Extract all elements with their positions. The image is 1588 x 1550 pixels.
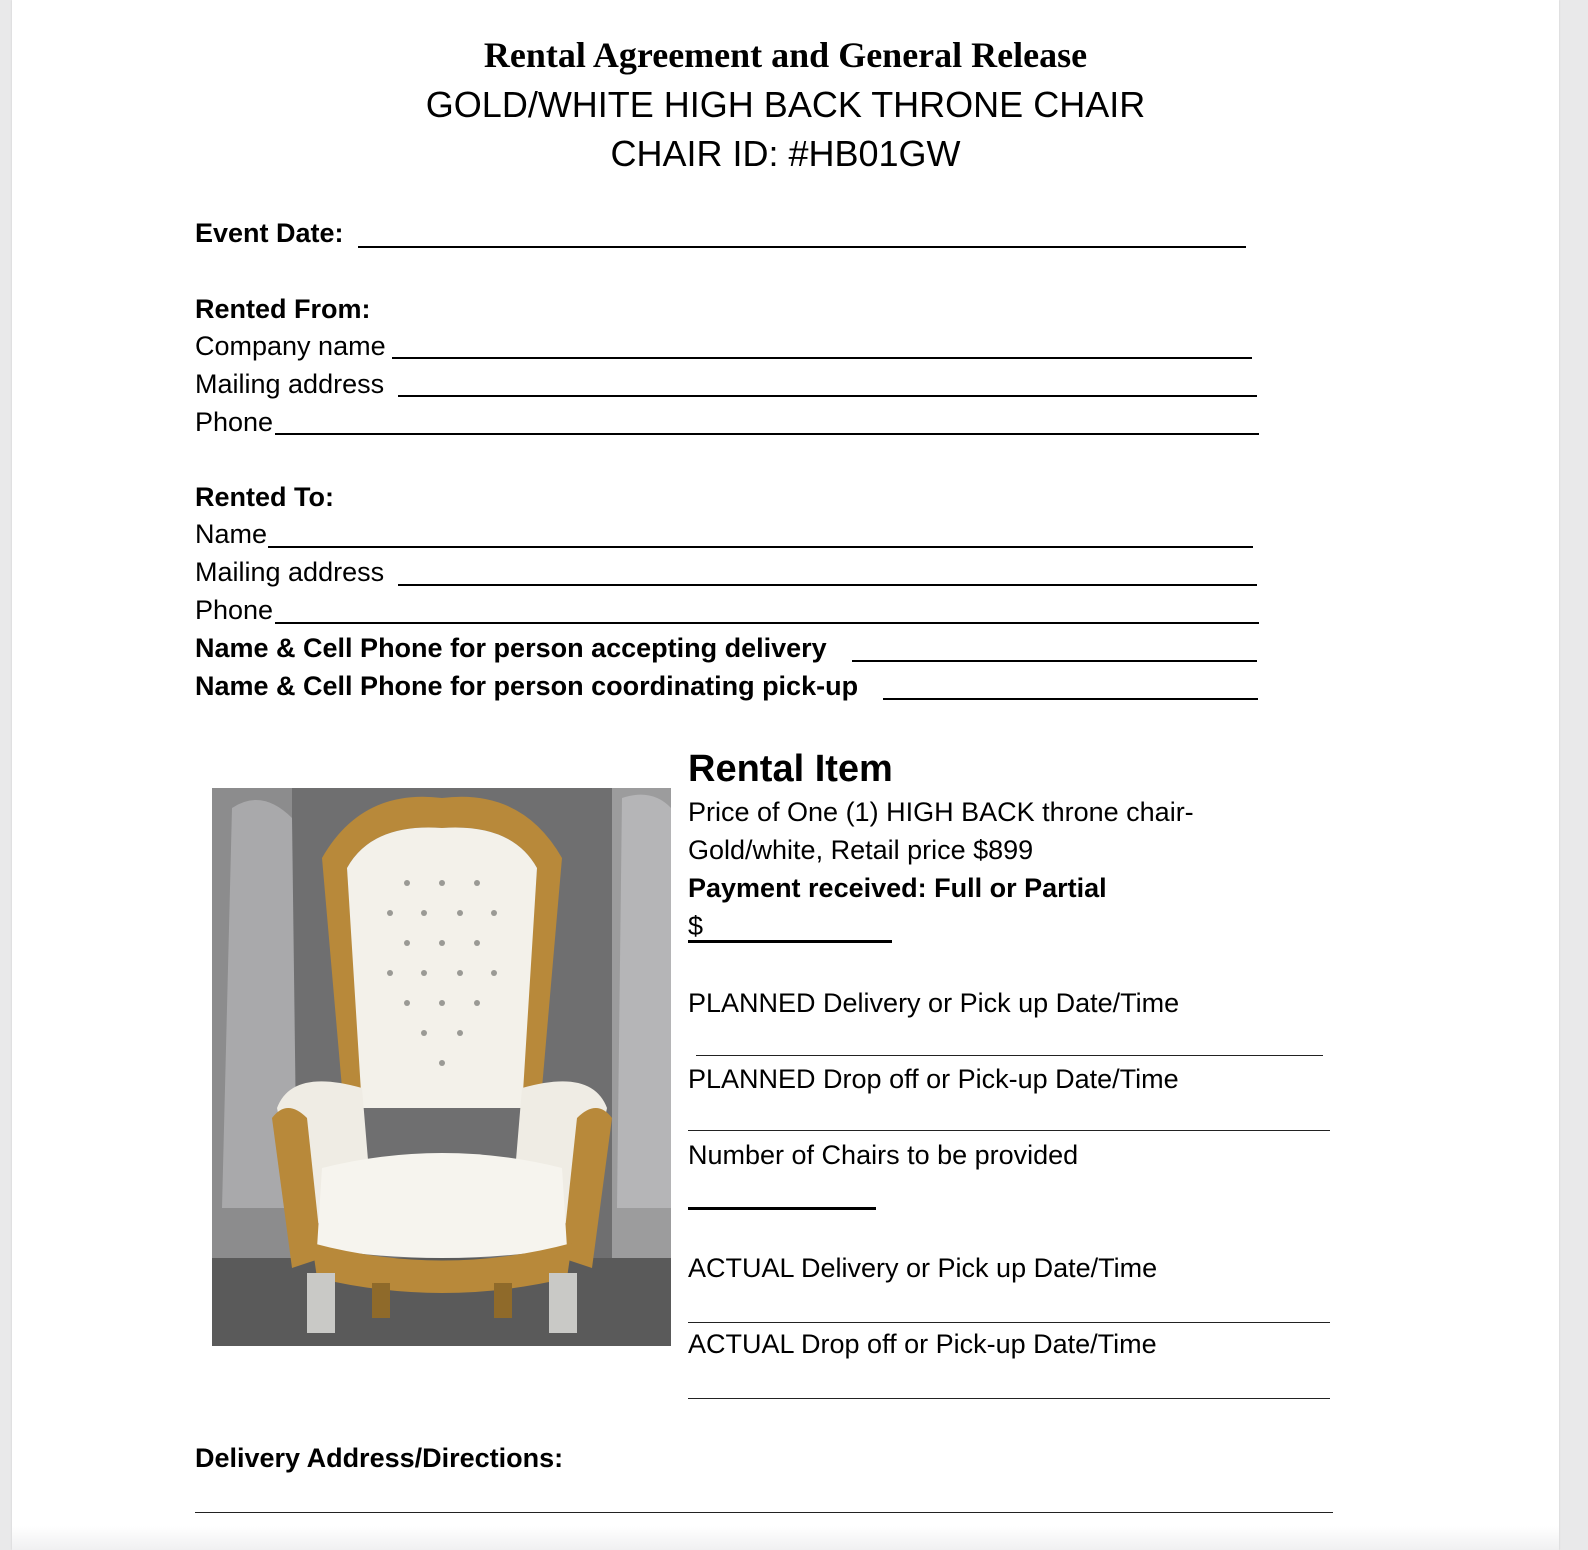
from-phone-line[interactable] <box>275 433 1259 435</box>
to-mailing-line[interactable] <box>398 584 1257 586</box>
page-edge-shade <box>12 1526 1559 1550</box>
payment-amount-line[interactable] <box>688 940 892 943</box>
from-phone-label: Phone <box>195 407 274 437</box>
price-line-1: Price of One (1) HIGH BACK throne chair- <box>688 797 1194 827</box>
to-mailing-label: Mailing address <box>195 557 385 587</box>
actual-dropoff-label: ACTUAL Drop off or Pick-up Date/Time <box>688 1329 1157 1359</box>
pickup-contact-line[interactable] <box>883 698 1258 700</box>
to-phone-label: Phone <box>195 595 274 625</box>
planned-dropoff-line[interactable] <box>688 1130 1330 1131</box>
actual-delivery-line[interactable] <box>688 1322 1330 1323</box>
delivery-address-label: Delivery Address/Directions: <box>195 1443 564 1473</box>
delivery-address-line[interactable] <box>195 1512 1333 1513</box>
document-title: Rental Agreement and General Release <box>483 35 1088 75</box>
planned-dropoff-label: PLANNED Drop off or Pick-up Date/Time <box>688 1064 1179 1094</box>
planned-delivery-line[interactable] <box>696 1055 1323 1056</box>
to-name-line[interactable] <box>268 546 1253 548</box>
rented-to-heading: Rented To: <box>195 482 334 512</box>
planned-delivery-label: PLANNED Delivery or Pick up Date/Time <box>688 988 1180 1018</box>
to-name-label: Name <box>195 519 268 549</box>
delivery-contact-line[interactable] <box>852 660 1257 662</box>
event-date-line[interactable] <box>358 246 1246 248</box>
payment-label: Payment received: Full or Partial <box>688 873 1107 903</box>
from-mailing-line[interactable] <box>398 395 1257 397</box>
rented-from-heading: Rented From: <box>195 294 371 324</box>
num-chairs-label: Number of Chairs to be provided <box>688 1140 1079 1170</box>
from-mailing-label: Mailing address <box>195 369 385 399</box>
num-chairs-line[interactable] <box>688 1207 876 1210</box>
throne-chair-photo <box>212 788 671 1346</box>
actual-dropoff-line[interactable] <box>688 1398 1330 1399</box>
to-phone-line[interactable] <box>275 622 1259 624</box>
from-company-label: Company name <box>195 331 386 361</box>
document-page <box>12 0 1559 1550</box>
from-company-line[interactable] <box>392 357 1252 359</box>
rental-item-heading: Rental Item <box>688 748 893 790</box>
dollar-sign: $ <box>688 911 704 941</box>
delivery-contact-label: Name & Cell Phone for person accepting delivery <box>195 633 827 663</box>
pickup-contact-label: Name & Cell Phone for person coordinating pick-up <box>195 671 859 701</box>
event-date-label: Event Date: <box>195 218 344 248</box>
actual-delivery-label: ACTUAL Delivery or Pick up Date/Time <box>688 1253 1158 1283</box>
price-line-2: Gold/white, Retail price $899 <box>688 835 1034 865</box>
chair-id: CHAIR ID: #HB01GW <box>610 133 961 174</box>
document-subtitle: GOLD/WHITE HIGH BACK THRONE CHAIR <box>425 84 1146 125</box>
